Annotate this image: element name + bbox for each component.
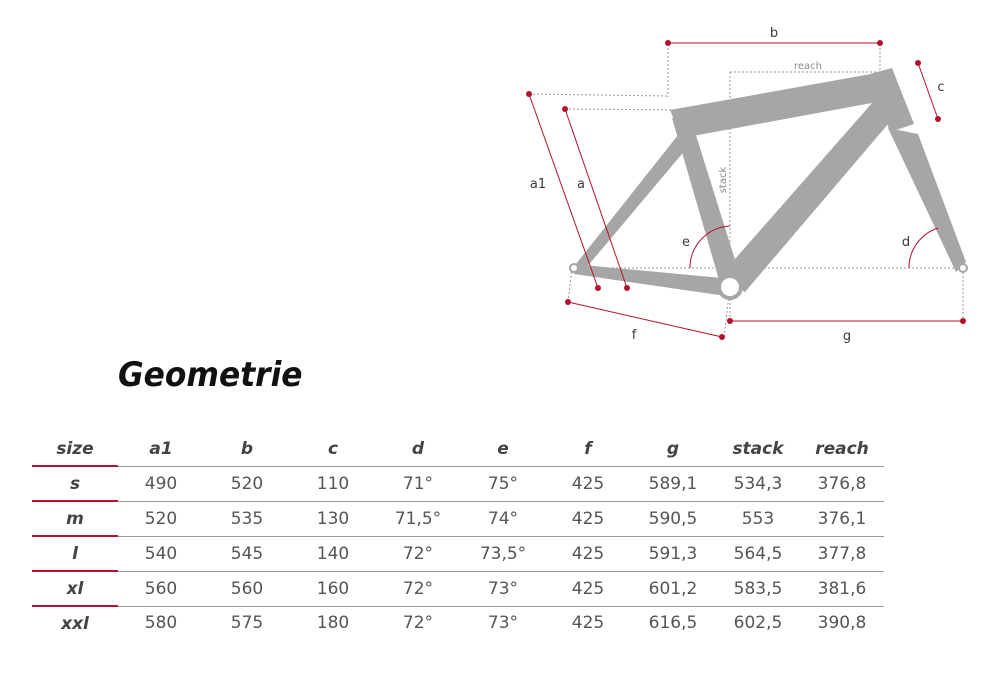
angle-arc-d [909,228,938,268]
frame-tubes [572,68,966,296]
cell: 72° [402,613,434,634]
header-stack: stack [716,432,800,466]
header-size: size [32,432,118,466]
header-g: g [630,432,716,466]
cell: 589,1 [630,466,716,501]
cell: 616,5 [648,613,698,634]
cell: 564,5 [716,536,800,571]
label-f: f [631,328,637,343]
table-row [32,571,884,606]
header-reach: reach [800,432,884,466]
cell: 590,5 [630,501,716,536]
cell: 110 [290,466,376,501]
header-d: d [376,432,460,466]
header-e: e [460,432,546,466]
cell: 425 [546,466,630,501]
geometry-table [32,432,884,640]
label-d: d [901,235,911,250]
label-stack: stack [718,166,729,194]
cell: 560 [118,571,204,606]
cell: 425 [546,571,630,606]
header-f: f [546,432,630,466]
cell: 425 [546,536,630,571]
table-row [32,536,884,571]
cell: 425 [571,613,605,634]
cell: 520 [118,501,204,536]
cell: 180 [316,613,350,634]
cell: 602,5 [733,613,783,634]
cell: 376,8 [800,466,884,501]
cell: 545 [204,536,290,571]
cell-size: s [32,466,118,501]
dim-line-c [918,63,938,119]
label-b: b [769,26,779,41]
header-a1: a1 [118,432,204,466]
cell: 73,5° [460,536,546,571]
cell: 490 [118,466,204,501]
cell: 425 [546,501,630,536]
cell: 580 [144,613,178,634]
front-dropout [959,264,967,272]
cell: 71° [376,466,460,501]
label-g: g [842,329,852,344]
cell: 560 [204,571,290,606]
cell: 376,1 [800,501,884,536]
label-a: a [577,177,585,192]
cell: 390,8 [817,613,867,634]
header-c: c [290,432,376,466]
cell: 73° [487,613,519,634]
cell-size: m [32,501,118,536]
cell: 583,5 [716,571,800,606]
cell: 160 [290,571,376,606]
cell: 71,5° [376,501,460,536]
cell: 72° [376,571,460,606]
cell: 377,8 [800,536,884,571]
cell: 575 [230,613,264,634]
label-e: e [682,235,690,250]
dim-line-a [565,109,627,288]
cell: 535 [204,501,290,536]
cell: 140 [290,536,376,571]
table-header-row [32,432,884,466]
bottom-bracket [719,276,741,298]
page-title: Geometrie [118,355,303,395]
cell: 591,3 [630,536,716,571]
table-row [32,606,884,640]
cell: 381,6 [800,571,884,606]
label-a1: a1 [529,177,547,192]
seatstay [576,130,692,268]
header-b: b [204,432,290,466]
cell: 72° [376,536,460,571]
cell: 73° [460,571,546,606]
cell: 520 [204,466,290,501]
cell: 553 [716,501,800,536]
table-row [32,501,884,536]
rear-dropout [570,264,578,272]
cell: 534,3 [716,466,800,501]
cell: 540 [118,536,204,571]
label-c: c [937,80,945,95]
label-reach: reach [793,61,823,72]
cell: 601,2 [630,571,716,606]
cell: 130 [290,501,376,536]
cell-size: xxl [61,613,89,634]
cell: 75° [460,466,546,501]
cell-size: xl [32,571,118,606]
fork [888,128,966,272]
dimension-endpoints [526,40,966,340]
dim-line-f [568,302,722,337]
table-row [32,466,884,501]
cell: 74° [460,501,546,536]
cell-size: l [32,536,118,571]
